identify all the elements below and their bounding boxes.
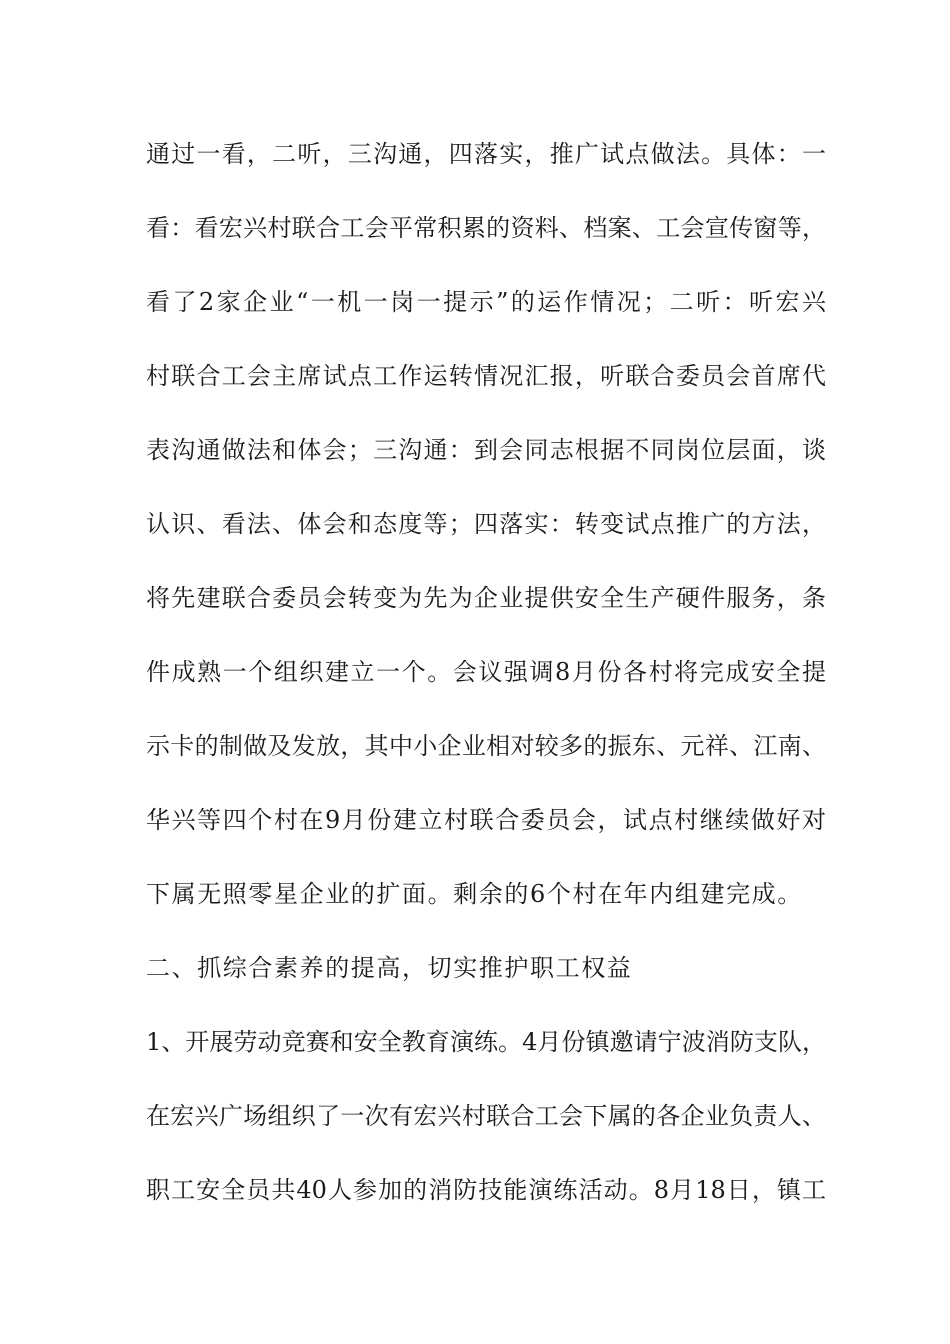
text-line-3: 看了2家企业“一机一岗一提示”的运作情况；二听：听宏兴	[146, 288, 826, 316]
text-line-7: 将先建联合委员会转变为先为企业提供安全生产硬件服务，条	[146, 584, 826, 612]
text-line-15: 职工安全员共40人参加的消防技能演练活动。8月18日，镇工	[146, 1176, 826, 1204]
text-line-8: 件成熟一个组织建立一个。会议强调8月份各村将完成安全提	[146, 658, 826, 686]
text-line-5: 表沟通做法和体会；三沟通：到会同志根据不同岗位层面，谈	[146, 436, 826, 464]
text-line-4: 村联合工会主席试点工作运转情况汇报，听联合委员会首席代	[146, 362, 826, 390]
text-line-10: 华兴等四个村在9月份建立村联合委员会，试点村继续做好对	[146, 806, 826, 834]
text-line-1: 通过一看，二听，三沟通，四落实，推广试点做法。具体：一	[146, 140, 826, 168]
text-line-6: 认识、看法、体会和态度等；四落实：转变试点推广的方法，	[146, 510, 826, 538]
section-heading: 二、抓综合素养的提高，切实推护职工权益	[146, 954, 633, 982]
body-text	[146, 132, 826, 1242]
text-line-2: 看：看宏兴村联合工会平常积累的资料、档案、工会宣传窗等，	[146, 214, 826, 242]
text-line-14: 在宏兴广场组织了一次有宏兴村联合工会下属的各企业负责人、	[146, 1102, 826, 1130]
text-line-11: 下属无照零星企业的扩面。剩余的6个村在年内组建完成。	[146, 880, 803, 908]
text-line-13: 1、开展劳动竞赛和安全教育演练。4月份镇邀请宁波消防支队，	[146, 1028, 826, 1056]
text-line-9: 示卡的制做及发放，其中小企业相对较多的振东、元祥、江南、	[146, 732, 826, 760]
